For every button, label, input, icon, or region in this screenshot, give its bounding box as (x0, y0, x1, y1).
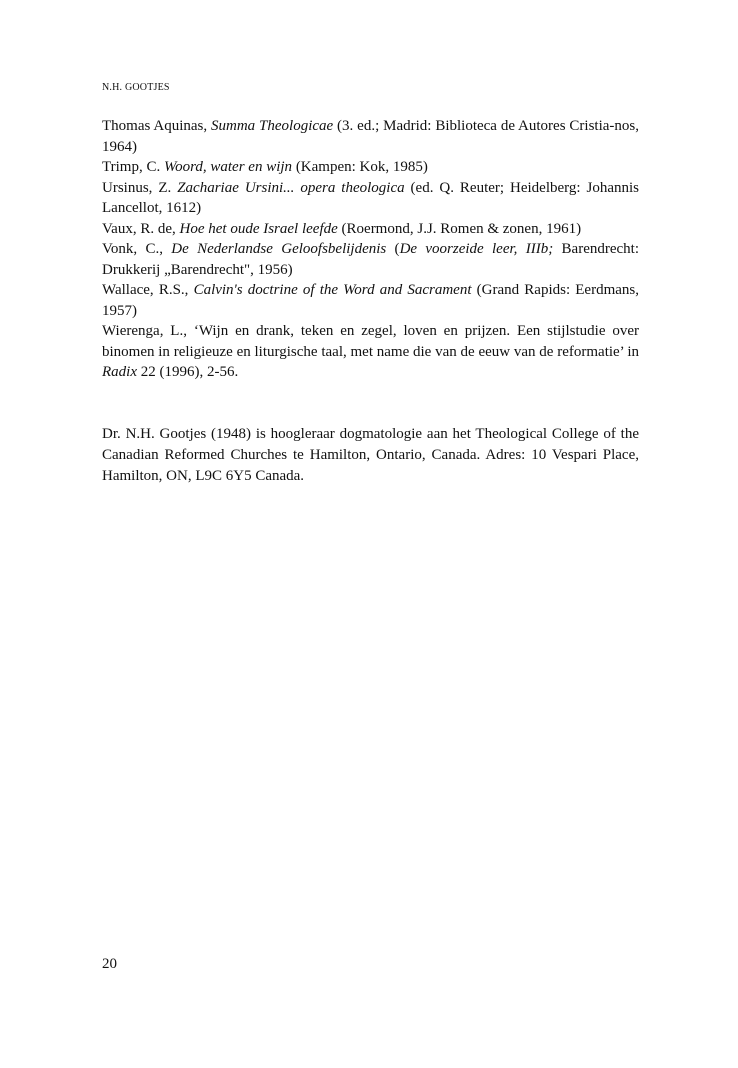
bib-entry-aquinas: Thomas Aquinas, Summa Theologicae (3. ed.; Madrid: Biblioteca de Autores Cristia-nos, 1964) (102, 118, 639, 155)
author-note: Dr. N.H. Gootjes (1948) is hoogleraar dogmatologie aan het Theological College of the Canadian Reformed Churches te Hamilton, Ontario, Canada. Adres: 10 Vespari Place, Hamilton, ON, L9C 6Y5 Canada. (102, 426, 639, 484)
bibliography (102, 116, 639, 383)
bib-entry-vaux: Vaux, R. de, Hoe het oude Israel leefde (Roermond, J.J. Romen & zonen, 1961) (102, 220, 582, 237)
bib-entry-wierenga: Wierenga, L., ‘Wijn en drank, teken en zegel, loven en prijzen. Een stijlstudie over binomen in religieuze en liturgische taal, met name die van de eeuw van de reformatie’ in Radix 22 (1996), 2-56. (102, 323, 639, 380)
bib-entry-ursinus: Ursinus, Z. Zachariae Ursini... opera theologica (ed. Q. Reuter; Heidelberg: Johannis Lancellot, 1612) (102, 179, 639, 216)
running-head: N.H. GOOTJES (102, 82, 170, 93)
bib-entry-trimp: Trimp, C. Woord, water en wijn (Kampen: Kok, 1985) (102, 159, 428, 175)
bib-entry-wallace: Wallace, R.S., Calvin's doctrine of the Word and Sacrament (Grand Rapids: Eerdmans, 1957) (102, 282, 639, 319)
bib-entry-vonk: Vonk, C., De Nederlandse Geloofsbelijdenis (De voorzeide leer, IIIb; Barendrecht: Drukkerij „Barendrecht", 1956) (102, 241, 639, 278)
page-number: 20 (102, 956, 117, 972)
